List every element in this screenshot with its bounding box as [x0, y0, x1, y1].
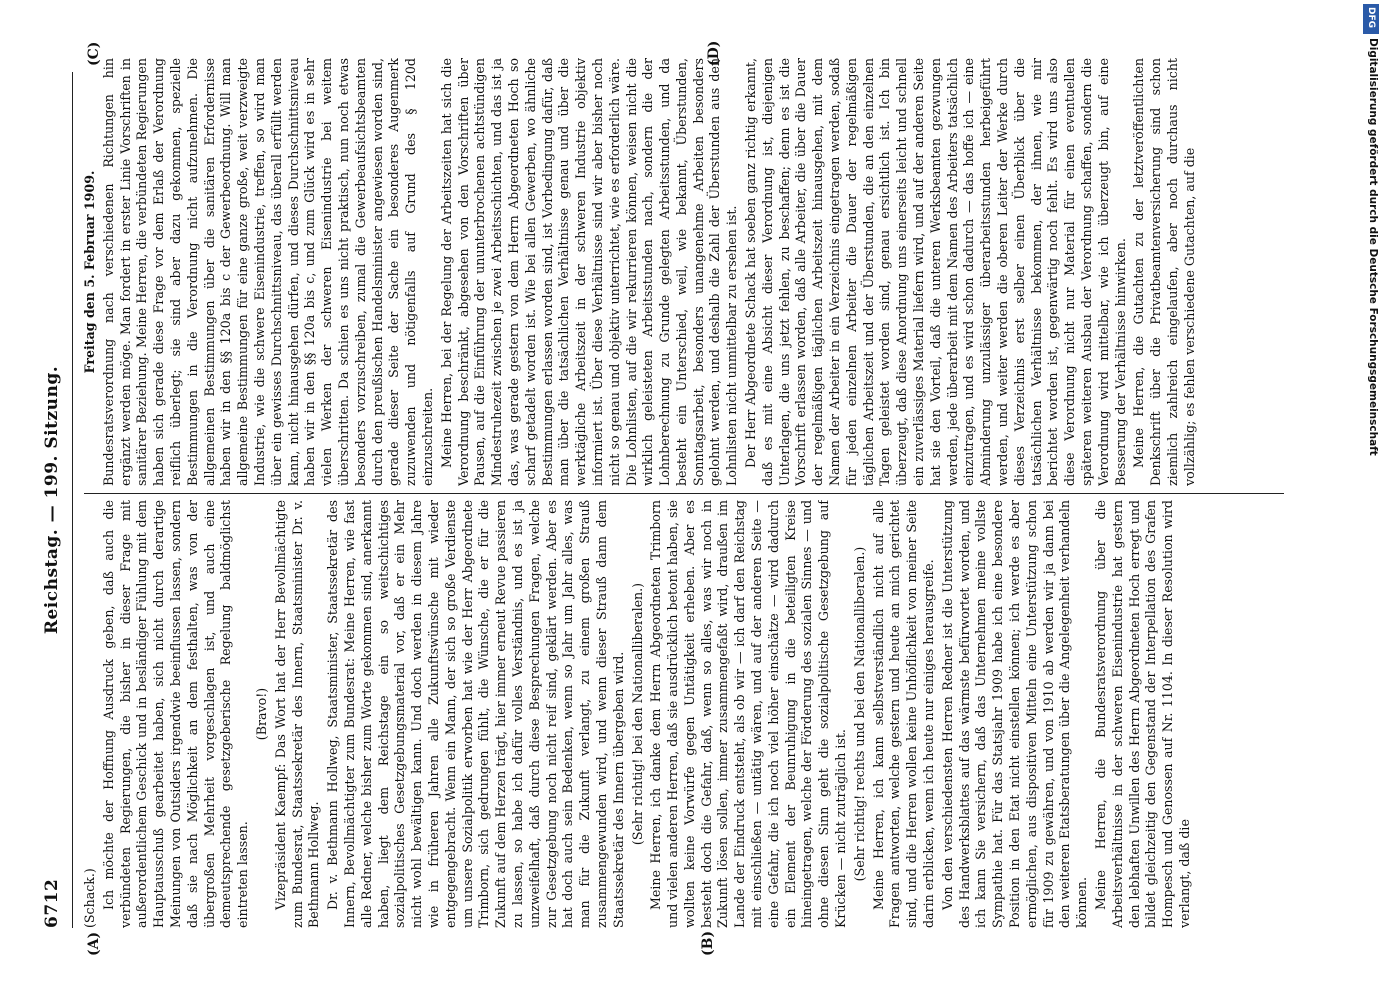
margin-marker-a: (A) — [86, 931, 102, 956]
margin-marker-c: (C) — [86, 41, 102, 66]
right-column — [82, 58, 1287, 486]
margin-marker-d: (D) — [706, 40, 722, 66]
dfg-logo-text: DFG — [1366, 7, 1376, 29]
paragraph: Meine Herren, bei der Regelung der Arbeitszeiten hat sich die Verordnung beschränkt, abgesehen von den Vorschriften über Pausen, auf die Einführung der ununterbrochenen achtstündigen Mindestruhezeit zwischen je zwei Arbeitsschichten, und das ist ja das, was gerade gestern von dem Herrn Abgeordneten Hoch so scharf getadelt worden ist. Wie bei allen Gewerben, wo ähnliche Bestimmungen erlassen worden sind, ist Vorbedingung dafür, daß man über die tatsächlichen Verhältnisse genau und über die werktägliche Arbeitszeit in der schweren Industrie objektiv informiert ist. Über diese Verhältnisse sind wir aber bisher noch nicht so genau und objektiv unterrichtet, wie es erforderlich wäre. Die Lohnlisten, auf die wir rekurrieren können, weisen nicht die wirklich geleisteten Arbeitsstunden nach, sondern die der Lohnberechnung zu Grunde gelegten Arbeitsstunden, und da besteht ein Unterschied, weil, wie bekannt, Überstunden, Sonntagsarbeit, besonders unangenehme Arbeiten besonders gelohnt werden, und deshalb die Zahl der Überstunden aus den Lohnlisten nicht unmittelbar zu ersehen ist. — [438, 58, 740, 486]
paragraph: Meine Herren, ich danke dem Herrn Abgeordneten Trimborn und vielen anderen Herren, daß sie ausdrücklich betont haben, sie wollten keine Vorwürfe gegen Untätigkeit erheben. Aber es besteht doch die Gefahr, daß, wenn so alles, was wir noch in Zukunft lösen sollen, immer zusammengefaßt wird, draußen im Lande der Eindruck entsteht, als ob wir — ich darf den Reichstag mit einschließen — untätig wären, und auf der anderen Seite — eine Gefahr, die ich noch viel höher einschätze — wird dadurch ein Element der Beunruhigung in die beteiligten Kreise hineingetragen, welche der Förderung des sozialen Sinnes — und ohne diesen Sinn geht die sozialpolitische Gesetzgebung auf Krücken — nicht zuträglich ist. — [648, 500, 849, 928]
date-heading: Freitag den 5. Februar 1909. — [82, 170, 97, 374]
paragraph: Ich möchte der Hoffnung Ausdruck geben, daß auch die verbündeten Regierungen, die bisher in dieser Frage mit außerordentlichem Geschick und in besländiger Fühlung mit dem Hauptausschuß gearbeitet haben, sich nicht durch derartige Meinungen von Outsiders irgendwie beeinflussen lassen, sondern daß sie nach Möglichkeit an dem festhalten, was von der übergroßen Mehrheit vorgeschlagen ist, und auch eine demeutsprechende gesetzgeberische Regelung baldmöglichst eintreten lassen. — [100, 500, 251, 928]
interjection: (Bravo!) — [253, 687, 269, 741]
left-column — [82, 500, 1287, 928]
margin-marker-b: (B) — [700, 930, 716, 956]
speaker-tag: (Schack.) — [82, 868, 97, 928]
page-number: 6712 — [42, 878, 62, 928]
header-rule — [72, 72, 73, 928]
column-rule — [84, 493, 1284, 494]
paragraph: Der Herr Abgeordnete Schack hat soeben ganz richtig erkannt, daß es mit eine Absicht dieser Verordnung ist, diejenigen Unterlagen, die uns jetzt fehlen, zu beschaffen; denn es ist die Vorschrift erlassen worden, daß alle Arbeiter, die über die Dauer der regelmäßigen täglichen Arbeitszeit hinausgehen, mit dem Namen der Arbeiter in ein Verzeichnis eingetragen werden, sodaß für jeden einzelnen Arbeiter die Dauer der regelmäßigen täglichen Arbeitszeit und der Überstunden, die an den einzelnen Tagen geleistet worden sind, genau ersichtlich ist. Ich bin überzeugt, daß diese Anordnung uns einerseits leicht und schnell ein zuverlässiges Material liefern wird, und auf der anderen Seite hat sie den Vorteil, daß die unteren Werksbeamten gezwungen werden, jede überarbeit mit dem Namen des Arbeiters tatsächlich einzutragen, und es wird schon dadurch — das hoffe ich — eine Abminderung unzulässiger überarbeitsstunden herbeigeführt werden, und weiter werden die oberen Leiter der Werke durch dieses Verzeichnis erst selber einen Überblick über die tatsächlichen Verhältnisse bekommen, der ihnen, wie mir berichtet worden ist, gegenwärtig noch fehlt. Es wird uns also diese Verordnung nicht nur Material für einen eventuellen späteren weiteren Ausbau der Verordnung schaffen, sondern die Verordnung wird mittelbar, wie ich überzeugt bin, auf eine Besserung der Verhältnisse hinwirken. — [743, 58, 1128, 486]
interjection: (Sehr richtig! rechts und bei den Nationalliberalen.) — [851, 546, 867, 882]
running-header — [42, 72, 70, 928]
dfg-logo — [1363, 4, 1379, 34]
paragraph: Meine Herren, ich kann selbstverständlich nicht auf alle Fragen antworten, welche gestern und heute an mich gerichtet sind, und die Herren wollen keine Unhöflichkeit von meiner Seite darin erblicken, wenn ich heute nur einiges herausgreife. — [870, 500, 937, 928]
paragraph: Von den verschiedensten Herren Redner ist die Unterstützung des Handwerksblattes auf das wärmste befürwortet worden, und ich kann Sie versichern, daß das Unternehmen meine vollste Sympathie hat. Für das Statsjahr 1909 habe ich eine besondere Position in den Etat nicht einstellen können; ich werde es aber ermöglichen, aus dispositiven Mitteln eine Unterstützung schon für 1909 zu gewähren, und von 1910 ab werden wir ja dann bei den weiteren Etatsberatungen über die Angelegenheit verhandeln können. — [939, 500, 1090, 928]
interjection: (Sehr richtig! bei den Nationalliberalen.) — [629, 582, 645, 846]
paragraph: Meine Herren, die Gutachten zu der letztveröffentlichten Denkschrift über die Privatbeamtenversicherung sind schon ziemlich zahlreich eingelaufen, aber noch durchaus nicht vollzählig; es fehlen verschiedene Gutachten, auf die — [1131, 58, 1197, 486]
paragraph: Vizepräsident Kaempf: Das Wort hat der Herr Bevollmächtigte zum Bundesrat, Staatssekretär des Innern, Staatsminister Dr. v. Bethmann Hollweg. — [272, 500, 322, 928]
credit-text: Digitalisierung gefördert durch die Deutsche Forschungsgemeinschaft — [1367, 38, 1379, 456]
paragraph: Dr. v. Bethmann Hollweg, Staatsminister, Staatssekretär des Innern, Bevollmächtigter zum Bundesrat: Meine Herren, wie fast alle Redner, welche bisher zum Worte gekommen sind, anerkannt haben, liegt dem Reichstage ein so weitschichtiges sozialpolitisches Gesetzgebungsmaterial vor, daß er ein Mehr nicht wohl bewältigen kann. Und doch werden in diesem Jahre wie in früheren Jahren alle Zukunftswünsche mit wieder entgegengebracht. Wenn ein Mann, der sich so große Verdienste um unsere Sozialpolitik erworben hat wie der Herr Abgeordnete Trimborn, sich gedrungen fühlt, die Wünsche, die er für die Zukunft auf dem Herzen trägt, hier immer erneut Revue passieren zu lassen, so habe ich dafür volles Verständnis, und es ist ja unzweifelhaft, daß durch diese Besprechungen Fragen, welche zur Gesetzgebung noch nicht reif sind, geklärt werden. Aber es hat doch auch sein Bedenken, wenn so Jahr um Jahr alles, was man für die Zukunft verlangt, zu einem großen Strauß zusammengewunden wird, und wenn dieser Strauß dann dem Staatssekretär des Innern übergeben wird. — [325, 500, 626, 928]
session-title: Reichstag. — 199. Sitzung. — [42, 365, 62, 635]
paragraph: Meine Herren, die Bundesratsverordnung über die Arbeitsverhältnisse in der schweren Eisenindustrie hat gestern den lebhaften Unwillen des Herrn Abgeordneten Hoch erregt und bildet gleichzeitig den Gegenstand der Interpellation des Grafen Hompesch und Genossen auf Nr. 1104. In dieser Resolution wird verlangt, daß die — [1093, 500, 1192, 928]
digitization-credit — [1365, 38, 1379, 778]
paragraph: Bundesratsverordnung nach verschiedenen Richtungen hin ergänzt werden möge. Man fordert in erster Linie Vorschriften in sanitärer Beziehung. Meine Herren, die verbündeten Regierungen haben sich gerade diese Frage vor dem Erlaß der Verordnung reiflich überlegt; sie sind aber dazu gekommen, spezielle Bestimmungen in die Verordnung nicht aufzunehmen. Die allgemeinen Bestimmungen über die sanitären Erfordernisse haben wir in den §§ 120a bis c der Gewerbeordnung. Will man allgemeine Bestimmungen für eine ganze große, weit verzweigte Industrie, wie die schwere Eisenindustrie, treffen, so wird man über ein gewisses Durchschnittsniveau, das überall erfüllt werden kann, nicht hinausgehen dürfen, und dieses Durchschnittsniveau haben wir in den §§ 120a bis c, und zum Glück wird es in sehr vielen Werken der schweren Eisenindustrie bei weitem überschritten. Da schien es uns nicht praktisch, nun noch etwas besonders vorzuschreiben, zumal die Gewerbeaufsichtsbeamten durch den preußischen Handelsminister angewiesen worden sind, gerade dieser Seite der Sache ein besonderes Augenmerk zuzuwenden und nötigenfalls auf Grund des § 120d einzuschreiten. — [100, 58, 435, 486]
